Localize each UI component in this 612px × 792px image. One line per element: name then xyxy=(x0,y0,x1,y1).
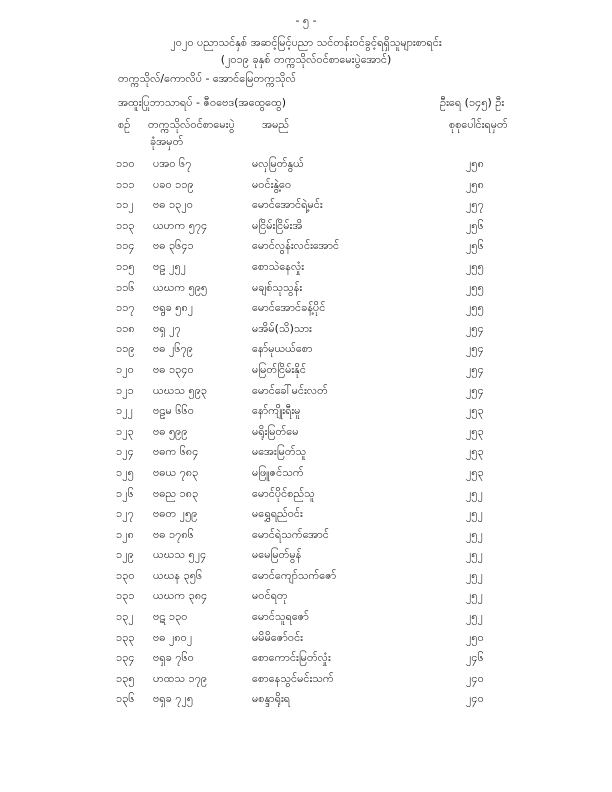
marks-cell: ၂၅၂ xyxy=(466,486,483,500)
header-exam-number: တက္ကသိုလ်ဝင်စာမေးပွဲ xyxy=(148,118,235,131)
serial-cell: ၁၁၆ xyxy=(116,280,135,294)
student-table xyxy=(0,157,612,713)
exam-number-cell: ယဃန ၃၅၆ xyxy=(153,568,203,582)
marks-cell: ၂၄၀ xyxy=(466,692,484,706)
marks-cell: ၂၅၂ xyxy=(466,589,483,603)
marks-cell: ၂၅၃ xyxy=(466,445,484,459)
table-row xyxy=(0,404,612,425)
serial-cell: ၁၁၅ xyxy=(116,259,135,273)
marks-cell: ၂၅၆ xyxy=(466,239,484,253)
serial-cell: ၁၁၇ xyxy=(116,301,135,315)
exam-number-cell: ဗရှ ၂၇ xyxy=(153,321,181,335)
name-cell: မအိမ်(သိ)သား xyxy=(252,321,312,335)
marks-cell: ၂၅၃ xyxy=(466,465,484,479)
exam-number-cell: ဗဓည ၁၈၃ xyxy=(153,486,199,500)
marks-cell: ၂၅၄ xyxy=(466,383,484,397)
marks-cell: ၂၄၆ xyxy=(466,651,484,665)
name-cell: နော်မုယယ်စော xyxy=(252,342,313,356)
table-row xyxy=(0,651,612,672)
exam-number-cell: ယဃက ၅၉၅ xyxy=(153,280,208,294)
marks-cell: ၂၅၅ xyxy=(466,259,484,273)
exam-number-cell: ဗဠမ ၆၆၀ xyxy=(153,404,194,418)
page-number: - ၅ - xyxy=(295,14,317,27)
table-row xyxy=(0,466,612,487)
table-row xyxy=(0,384,612,405)
name-cell: မချစ်သုသွန်း xyxy=(252,280,303,294)
table-row xyxy=(0,281,612,302)
header-name: အမည် xyxy=(262,118,290,131)
table-row xyxy=(0,342,612,363)
table-row xyxy=(0,301,612,322)
name-cell: မောင်အောင်ခန့်ပိုင် xyxy=(252,301,326,315)
marks-cell: ၂၅၄ xyxy=(466,362,484,376)
table-row xyxy=(0,260,612,281)
serial-cell: ၁၁၀ xyxy=(116,157,135,170)
exam-number-cell: ယဟက ၅၇၄ xyxy=(153,218,208,232)
table-row xyxy=(0,445,612,466)
serial-cell: ၁၃၅ xyxy=(116,671,135,685)
marks-cell: ၂၅၈ xyxy=(466,157,484,170)
serial-cell: ၁၂၆ xyxy=(116,486,134,500)
document-title: ၂၀၂၀ ပညာသင်နှစ် အဆင့်မြင့်ပညာ သင်တန်းဝင်ခွင့်ရရှိသူများစာရင်း xyxy=(170,36,442,49)
name-cell: မမေမြတ်မွန် xyxy=(252,548,302,562)
name-cell: မဝင်ရတု xyxy=(252,589,288,603)
serial-cell: ၁၁၃ xyxy=(116,218,135,232)
serial-cell: ၁၂၈ xyxy=(116,527,134,541)
table-row xyxy=(0,425,612,446)
name-cell: မစန္ဒာရိုးရ xyxy=(252,692,291,706)
marks-cell: ၂၅၃ xyxy=(466,404,484,418)
table-row xyxy=(0,178,612,199)
serial-cell: ၁၂၅ xyxy=(116,465,134,479)
serial-cell: ၁၂၀ xyxy=(116,362,134,376)
serial-cell: ၁၂၃ xyxy=(116,424,134,438)
exam-number-cell: ဗဓက ၆၈၄ xyxy=(153,445,199,459)
exam-number-cell: ဟထသ ၁၇၉ xyxy=(153,671,208,685)
marks-cell: ၂၅၂ xyxy=(466,507,483,521)
exam-number-cell: ဗဓ ၃၆၄၁ xyxy=(153,239,194,253)
serial-cell: ၁၃၆ xyxy=(116,692,135,706)
header-exam-number-line2: ခုံအမှတ် xyxy=(150,135,184,148)
marks-cell: ၂၅၄ xyxy=(466,321,484,335)
serial-cell: ၁၂၄ xyxy=(116,445,134,459)
serial-cell: ၁၁၄ xyxy=(116,239,135,253)
table-row xyxy=(0,610,612,631)
name-cell: မရိုးမြတ်မေ xyxy=(252,424,299,438)
table-row xyxy=(0,569,612,590)
exam-number-cell: ဗဓ ၁၇၈၆ xyxy=(153,527,194,541)
header-total-marks: စုစုပေါင်းရမှတ် xyxy=(449,118,508,131)
exam-number-cell: ဗဋ ၁၃၀ xyxy=(153,610,188,624)
exam-number-cell: ပခဝ ၁၁၉ xyxy=(153,177,194,191)
exam-number-cell: ဗဓ ၅၉၉ xyxy=(153,424,188,438)
document-subtitle: (၂၀၁၉ ခုနှစ် တက္ကသိုလ်ဝင်စာမေးပွဲအောင်) xyxy=(220,53,392,66)
name-cell: စောကောင်းမြတ်လှုံး xyxy=(252,651,331,665)
intake-count: ဦးရေ (၁၄၅) ဦး xyxy=(440,96,505,109)
name-cell: မဖြူဇင်သက် xyxy=(252,465,304,479)
exam-number-cell: ယဃက ၃၈၄ xyxy=(153,589,208,603)
marks-cell: ၂၅၇ xyxy=(466,198,484,212)
marks-cell: ၂၅၃ xyxy=(466,424,484,438)
name-cell: မမြတ်ငြိမ်းနိုင် xyxy=(252,362,306,376)
marks-cell: ၂၅၂ xyxy=(466,568,483,582)
name-cell: မောင်သူရဇော် xyxy=(252,610,309,624)
serial-cell: ၁၃၂ xyxy=(116,610,134,624)
name-cell: စောနေသွင်မင်းသက် xyxy=(252,671,334,685)
serial-cell: ၁၂၂ xyxy=(116,404,133,418)
table-row xyxy=(0,219,612,240)
exam-number-cell: ယဃသ ၅၉၃ xyxy=(153,383,208,397)
serial-cell: ၁၃၁ xyxy=(116,589,135,603)
university-line: တက္ကသိုလ်/ကောလိပ် - အောင်မြေတက္ကသိုလ် xyxy=(118,72,296,85)
marks-cell: ၂၅၅ xyxy=(466,301,484,315)
name-cell: မောင်ပိုင်စည်သူ xyxy=(252,486,315,500)
header-serial: စဉ် xyxy=(118,118,131,131)
table-row xyxy=(0,672,612,693)
name-cell: မောင်ကျော်သက်ဇော် xyxy=(252,568,337,582)
exam-number-cell: ပအဝ ၆၇ xyxy=(153,157,192,170)
exam-number-cell: ဗဓ ၁၃၂၀ xyxy=(153,198,193,212)
marks-cell: ၂၅၀ xyxy=(466,630,484,644)
exam-number-cell: ယဃသ ၅၂၄ xyxy=(153,548,207,562)
marks-cell: ၂၅၄ xyxy=(466,342,484,356)
table-row xyxy=(0,487,612,508)
name-cell: မောင်လွန်းလင်းအောင် xyxy=(252,239,340,253)
exam-number-cell: ဗဓတ ၂၅၉ xyxy=(153,507,198,521)
table-row xyxy=(0,363,612,384)
serial-cell: ၁၃၄ xyxy=(116,651,135,665)
exam-number-cell: ဗရှခ ၇၂၅ xyxy=(153,692,194,706)
name-cell: မလှမြတ်နွယ် xyxy=(252,157,304,170)
table-row xyxy=(0,322,612,343)
major-line: အထူးပြုဘာသာရပ် - ဇီဝဗေဒ(အထွေထွေ) xyxy=(118,96,287,109)
serial-cell: ၁၂၇ xyxy=(116,507,134,521)
name-cell: မောင်ခေါ်မင်းလတ် xyxy=(252,383,328,397)
serial-cell: ၁၃၃ xyxy=(116,630,135,644)
table-row xyxy=(0,548,612,569)
table-row xyxy=(0,631,612,652)
marks-cell: ၂၅၂ xyxy=(466,548,483,562)
marks-cell: ၂၅၆ xyxy=(466,218,484,232)
marks-cell: ၂၅၂ xyxy=(466,610,483,624)
name-cell: မမိမိဇော်ဝင်း xyxy=(252,630,303,644)
name-cell: မောင်ရဲသက်အောင် xyxy=(252,527,329,541)
serial-cell: ၁၁၉ xyxy=(116,342,135,356)
table-row xyxy=(0,507,612,528)
serial-cell: ၁၁၁ xyxy=(116,177,135,191)
marks-cell: ၂၅၈ xyxy=(466,177,484,191)
name-cell: စောသဲနေလှုံး xyxy=(252,259,305,273)
table-row xyxy=(0,589,612,610)
serial-cell: ၁၂၁ xyxy=(116,383,134,397)
name-cell: မရွှေရည်ဝင်း xyxy=(252,507,303,521)
serial-cell: ၁၁၈ xyxy=(116,321,135,335)
table-row xyxy=(0,157,612,178)
name-cell: မငြိမ်းငြိမ်းအိ xyxy=(252,218,303,232)
table-row xyxy=(0,239,612,260)
exam-number-cell: ဗဓ ၁၃၄၀ xyxy=(153,362,194,376)
name-cell: မောင်အောင်ရဲ့မင်း xyxy=(252,198,323,212)
marks-cell: ၂၄၀ xyxy=(466,671,484,685)
table-row xyxy=(0,198,612,219)
table-row xyxy=(0,692,612,713)
serial-cell: ၁၃၀ xyxy=(116,568,135,582)
exam-number-cell: ဗဓ ၂၈၀၂ xyxy=(153,630,193,644)
exam-number-cell: ဗရှခ ၇၆၀ xyxy=(153,651,194,665)
exam-number-cell: ဗဠ ၂၅၂ xyxy=(153,259,187,273)
exam-number-cell: ဗဓယ ၇၈၃ xyxy=(153,465,199,479)
name-cell: မအေးမြတ်သူ xyxy=(252,445,307,459)
name-cell: နော်ကျိုးရီးမူ xyxy=(252,404,301,418)
table-row xyxy=(0,528,612,549)
marks-cell: ၂၅၅ xyxy=(466,280,484,294)
marks-cell: ၂၅၂ xyxy=(466,527,483,541)
name-cell: မဝင်းနွဲ့ဝေ xyxy=(252,177,292,191)
serial-cell: ၁၁၂ xyxy=(116,198,134,212)
exam-number-cell: ဗဓ ၂၆၇၉ xyxy=(153,342,193,356)
exam-number-cell: ဗရွခ ၅၈၂ xyxy=(153,301,194,315)
serial-cell: ၁၂၉ xyxy=(116,548,134,562)
